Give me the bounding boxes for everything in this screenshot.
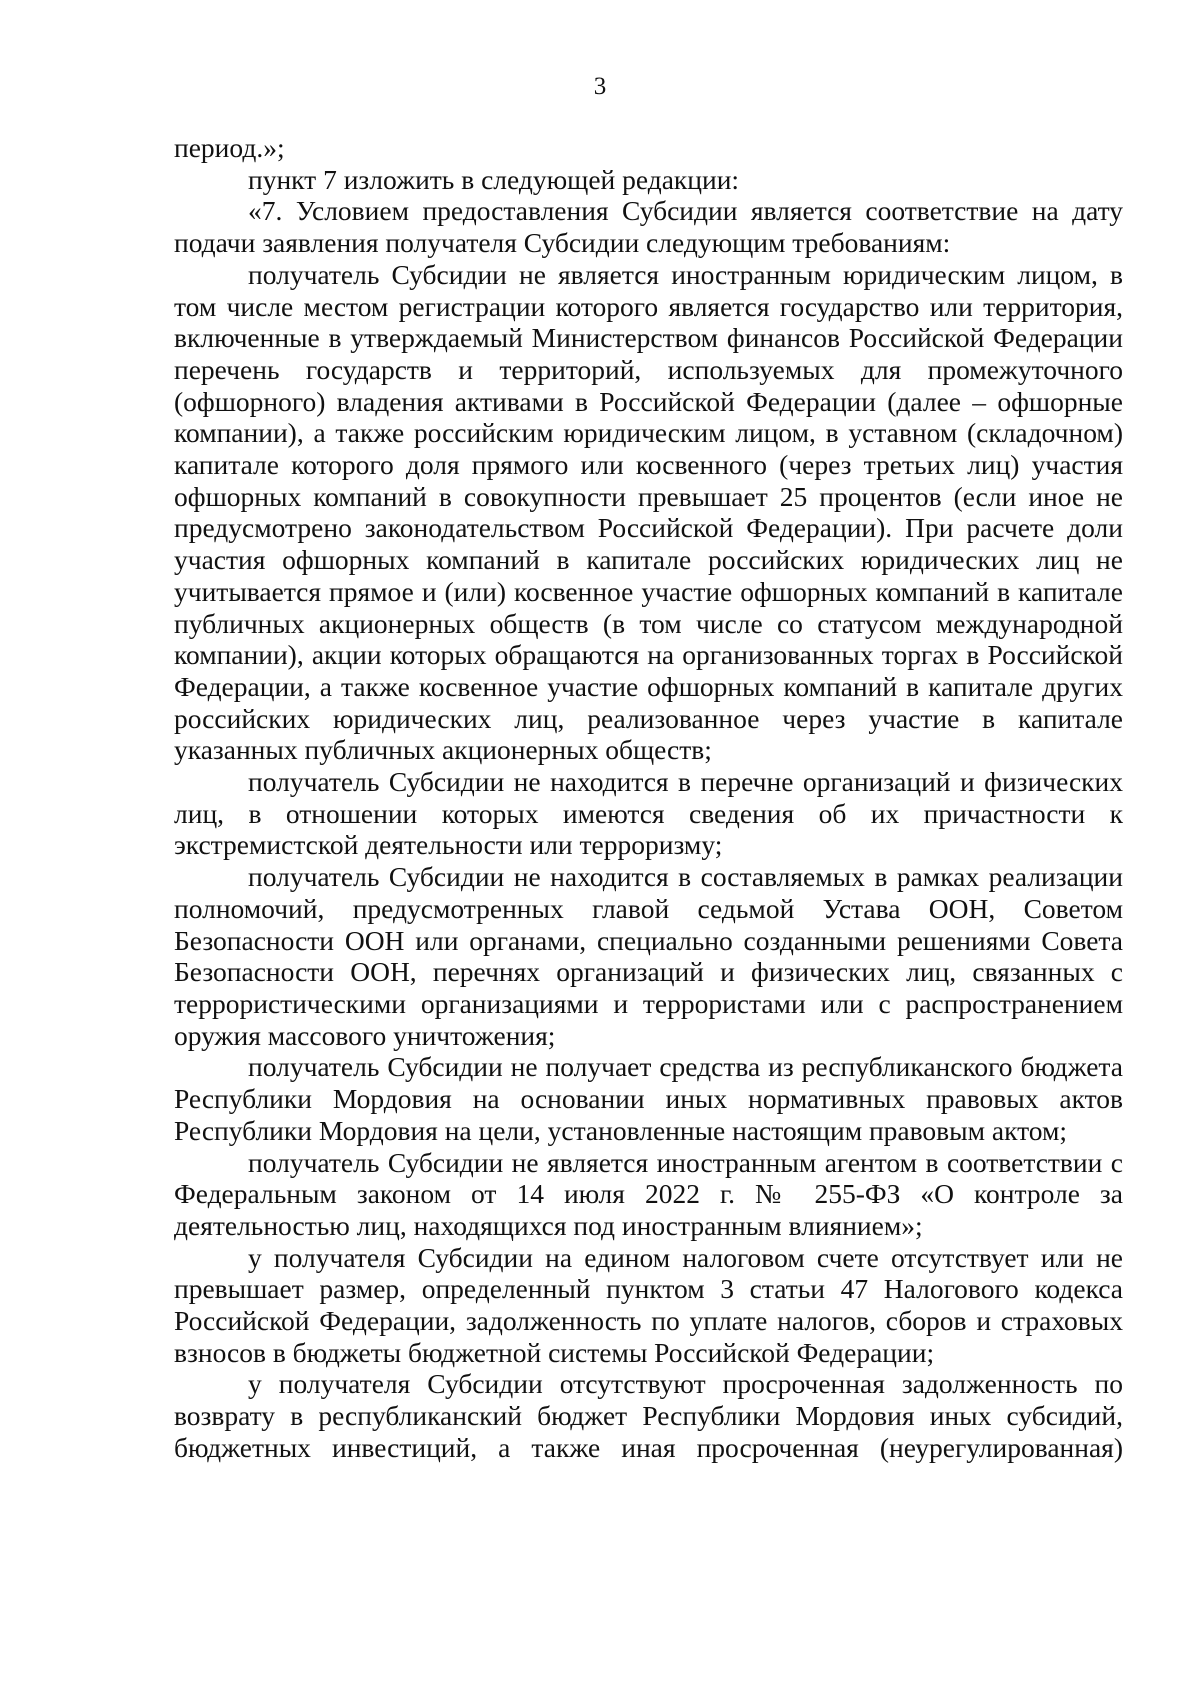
paragraph-requirement-budget-funds: получатель Субсидии не получает средства из республиканского бюджета Республики Мордовия на основании иных нормативных правовых актов Республики Мордовия на цели, установленные настоящим правовым актом;	[174, 1051, 1123, 1146]
paragraph-requirement-foreign-agent: получатель Субсидии не является иностранным агентом в соответствии с Федеральным законом от 14 июля 2022 г. № 255-ФЗ «О контроле за деятельностью лиц, находящихся под иностранным влиянием»;	[174, 1146, 1123, 1241]
page-number: 3	[593, 73, 607, 100]
paragraph-requirement-overdue-debt: у получателя Субсидии отсутствуют просроченная задолженность по возврату в республиканский бюджет Республики Мордовия иных субсидий, бюджетных инвестиций, а также иная просроченная (неурегулированная)	[174, 1368, 1123, 1463]
paragraph-continuation: период.»;	[174, 132, 285, 163]
paragraph-amendment-intro: пункт 7 изложить в следующей редакции:	[248, 163, 740, 195]
paragraph-point-7: «7. Условием предоставления Субсидии является соответствие на дату подачи заявления получателя Субсидии следующим требованиям:	[174, 195, 1123, 259]
paragraph-requirement-un-lists: получатель Субсидии не находится в составляемых в рамках реализации полномочий, предусмотренных главой седьмой Устава ООН, Советом Безопасности ООН или органами, специально созданными решениями Совета Безопасности ООН, перечнях организаций и физических лиц, связанных с террористическими организациями и террористами или с распространением оружия массового уничтожения;	[174, 861, 1123, 1051]
paragraph-requirement-extremism: получатель Субсидии не находится в перечне организаций и физических лиц, в отношении которых имеются сведения об их причастности к экстремистской деятельности или терроризму;	[174, 766, 1123, 861]
document-body	[174, 132, 1123, 1464]
paragraph-requirement-offshore: получатель Субсидии не является иностранным юридическим лицом, в том числе местом регистрации которого является государство или территория, включенные в утверждаемый Министерством финансов Российской Федерации перечень государств и территорий, используемых для промежуточного (офшорного) владения активами в Российской Федерации (далее – офшорные компании), а также российским юридическим лицом, в уставном (складочном) капитале которого доля прямого или косвенного (через третьих лиц) участия офшорных компаний в совокупности превышает 25 процентов (если иное не предусмотрено законодательством Российской Федерации). При расчете доли участия офшорных компаний в капитале российских юридических лиц не учитывается прямое и (или) косвенное участие офшорных компаний в капитале публичных акционерных обществ (в том числе со статусом международной компании), акции которых обращаются на организованных торгах в Российской Федерации, а также косвенное участие офшорных компаний в капитале других российских юридических лиц, реализованное через участие в капитале указанных публичных акционерных обществ;	[174, 258, 1123, 766]
paragraph-requirement-tax-debt: у получателя Субсидии на едином налоговом счете отсутствует или не превышает размер, определенный пунктом 3 статьи 47 Налогового кодекса Российской Федерации, задолженность по уплате налогов, сборов и страховых взносов в бюджеты бюджетной системы Российской Федерации;	[174, 1241, 1123, 1368]
